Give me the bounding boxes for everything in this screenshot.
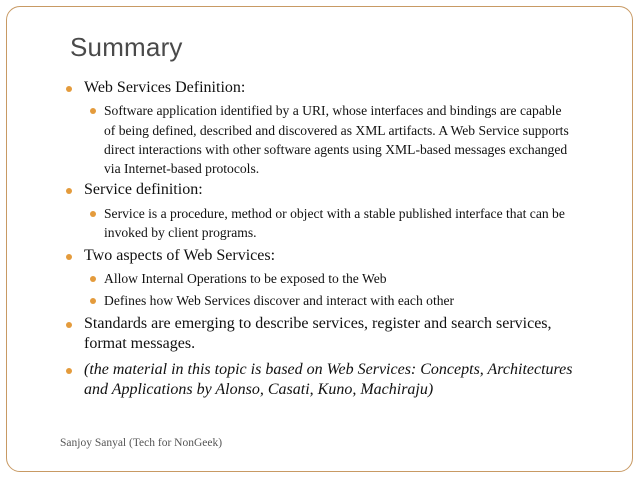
sub-bullet-internal-operations: Allow Internal Operations to be exposed to the Web xyxy=(104,271,387,286)
bullet-dot xyxy=(66,322,72,328)
sub-bullet-svc-def-line2: invoked by client programs. xyxy=(104,225,257,240)
sub-bullet-dot xyxy=(90,276,96,282)
sub-bullet-dot xyxy=(90,211,96,217)
bullet-standards-line1: Standards are emerging to describe services, register and search services, xyxy=(84,315,552,332)
bullet-material-line2: and Applications by Alonso, Casati, Kuno, Machiraju) xyxy=(84,381,434,398)
bullet-ws-definition: Web Services Definition: xyxy=(84,79,246,96)
slide-title: Summary xyxy=(70,32,183,62)
bullet-dot xyxy=(66,86,72,92)
bullet-dot xyxy=(66,368,72,374)
sub-bullet-ws-def-line4: via Internet-based protocols. xyxy=(104,161,260,176)
bullet-service-definition: Service definition: xyxy=(84,181,203,198)
sub-bullet-dot xyxy=(90,108,96,114)
footer-credit: Sanjoy Sanyal (Tech for NonGeek) xyxy=(60,437,223,449)
bullet-standards-line2: format messages. xyxy=(84,335,196,352)
sub-bullet-discover-interact: Defines how Web Services discover and interact with each other xyxy=(104,293,455,308)
sub-bullet-dot xyxy=(90,298,96,304)
bullet-dot xyxy=(66,188,72,194)
bullet-dot xyxy=(66,254,72,260)
sub-bullet-ws-def-line3: direct interactions with other software agents using XML-based messages exchanged xyxy=(104,142,568,157)
sub-bullet-svc-def-line1: Service is a procedure, method or object with a stable published interface that can be xyxy=(104,206,565,221)
sub-bullet-ws-def-line1: Software application identified by a URI, whose interfaces and bindings are capable xyxy=(104,103,562,118)
sub-bullet-ws-def-line2: of being defined, described and discovered as XML artifacts. A Web Service supports xyxy=(104,123,569,138)
bullet-two-aspects: Two aspects of Web Services: xyxy=(84,247,276,264)
bullet-material-line1: (the material in this topic is based on Web Services: Concepts, Architectures xyxy=(84,361,573,378)
